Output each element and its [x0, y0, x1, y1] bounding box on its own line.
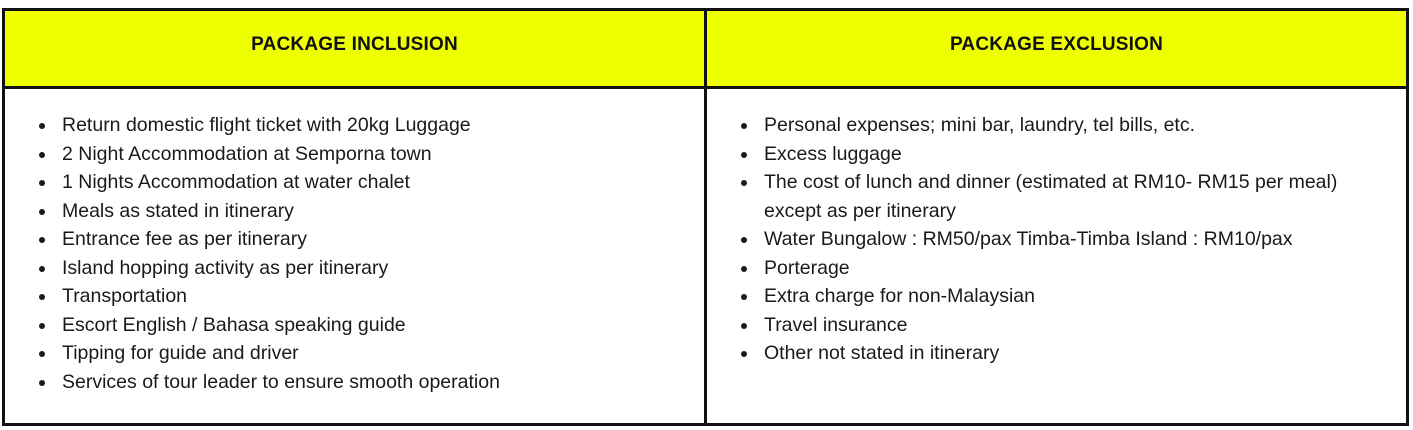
exclusion-item: Extra charge for non-Malaysian: [707, 282, 1406, 311]
inclusion-item: 1 Nights Accommodation at water chalet: [5, 168, 704, 197]
inclusion-item: 2 Night Accommodation at Semporna town: [5, 140, 704, 169]
exclusion-heading: PACKAGE EXCLUSION: [949, 33, 1164, 55]
inclusion-item: Services of tour leader to ensure smooth operation: [5, 368, 704, 397]
exclusion-item: Personal expenses; mini bar, laundry, tel bills, etc.: [707, 111, 1406, 140]
exclusion-body: [707, 89, 1406, 423]
inclusion-item: Return domestic flight ticket with 20kg Luggage: [5, 111, 704, 140]
inclusion-header: [5, 11, 707, 89]
exclusion-header: [707, 11, 1406, 89]
inclusion-list: [5, 111, 704, 396]
inclusion-item: Tipping for guide and driver: [5, 339, 704, 368]
exclusion-list: [707, 111, 1406, 368]
inclusion-item: Escort English / Bahasa speaking guide: [5, 311, 704, 340]
exclusion-item: Other not stated in itinerary: [707, 339, 1406, 368]
package-table: [2, 8, 1409, 426]
inclusion-item: Island hopping activity as per itinerary: [5, 254, 704, 283]
exclusion-item: Excess luggage: [707, 140, 1406, 169]
inclusion-item: Transportation: [5, 282, 704, 311]
inclusion-heading: PACKAGE INCLUSION: [251, 33, 458, 55]
exclusion-item: The cost of lunch and dinner (estimated at RM10- RM15 per meal) except as per itinerary: [707, 168, 1406, 225]
exclusion-item: Travel insurance: [707, 311, 1406, 340]
exclusion-item: Water Bungalow : RM50/pax Timba-Timba Island : RM10/pax: [707, 225, 1406, 254]
exclusion-item: Porterage: [707, 254, 1406, 283]
inclusion-body: [5, 89, 707, 423]
inclusion-item: Entrance fee as per itinerary: [5, 225, 704, 254]
inclusion-item: Meals as stated in itinerary: [5, 197, 704, 226]
